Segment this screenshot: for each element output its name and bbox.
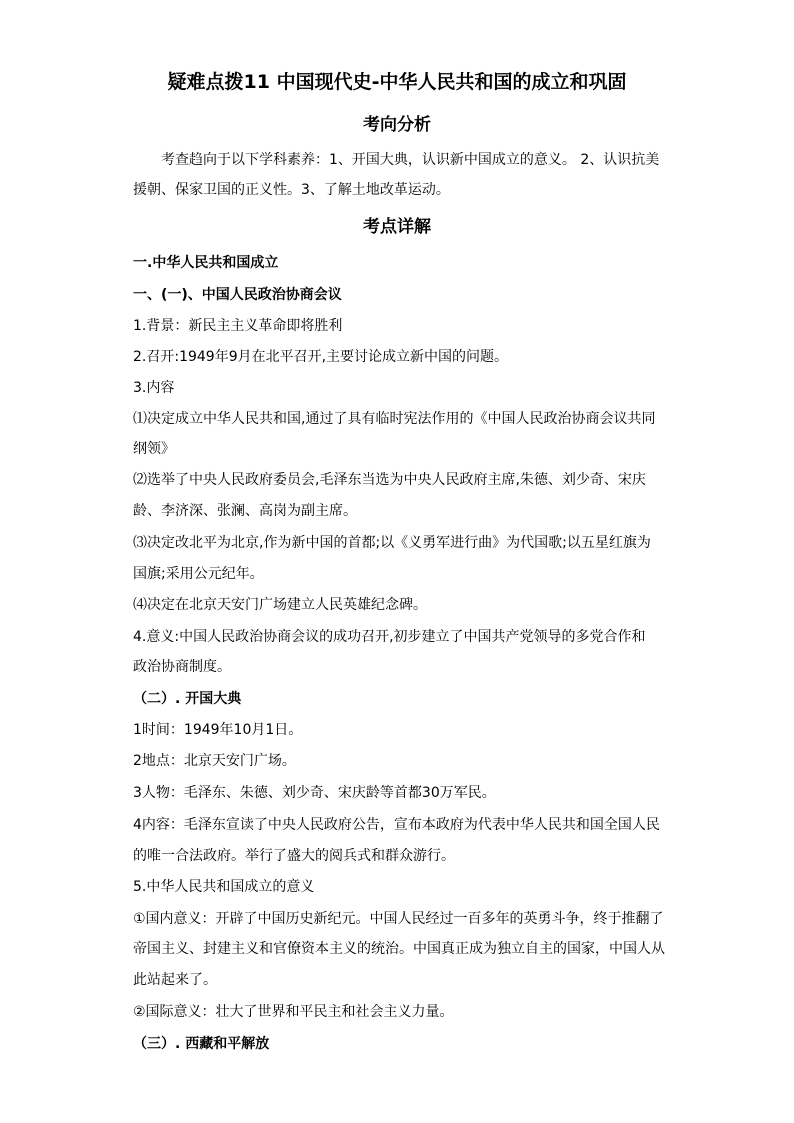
sub2-line: 4内容：毛泽东宣读了中央人民政府公告，宣布本政府为代表中华人民共和国全国人民 — [133, 817, 660, 833]
sub2-line: 此站起来了。 — [133, 972, 217, 988]
page-title: 疑难点拨11 中国现代史-中华人民共和国的成立和巩固 — [167, 71, 627, 93]
sub1-line: 3.内容 — [133, 380, 175, 396]
sub2-line: 帝国主义、封建主义和官僚资本主义的统治。中国真正成为独立自主的国家，中国人从 — [133, 941, 665, 957]
sub2-line: 2地点：北京天安门广场。 — [133, 753, 296, 769]
sub1-line: 龄、李济深、张澜、高岗为副主席。 — [133, 503, 357, 519]
sub2-line: 5.中华人民共和国成立的意义 — [133, 879, 315, 895]
details-heading: 考点详解 — [363, 217, 431, 237]
sub1-line: 1.背景：新民主主义革命即将胜利 — [133, 318, 343, 334]
analysis-line: 考查趋向于以下学科素养：1、开国大典，认识新中国成立的意义。 2、认识抗美 — [161, 152, 660, 168]
sub2-line: 3人物：毛泽东、朱德、刘少奇、宋庆龄等首都30万军民。 — [133, 785, 496, 801]
sub2-heading: （二）. 开国大典 — [133, 691, 242, 707]
sub2-line: ②国际意义：壮大了世界和平民主和社会主义力量。 — [133, 1004, 454, 1020]
sub1-line: 纲领》 — [133, 441, 175, 457]
part1-heading: 一.中华人民共和国成立 — [133, 255, 279, 271]
sub2-line: 的唯一合法政府。举行了盛大的阅兵式和群众游行。 — [133, 848, 455, 864]
sub1-line: ⑴决定成立中华人民共和国,通过了具有临时宪法作用的《中国人民政治协商会议共同 — [133, 411, 656, 427]
sub1-line: 4.意义:中国人民政治协商会议的成功召开,初步建立了中国共产党领导的多党合作和 — [133, 629, 646, 645]
sub2-line: 1时间：1949年10月1日。 — [133, 722, 303, 738]
analysis-line: 援朝、保家卫国的正义性。3、了解土地改革运动。 — [133, 182, 450, 198]
sub3-heading: （三）. 西藏和平解放 — [133, 1036, 270, 1052]
sub1-line: 2.召开:1949年9月在北平召开,主要讨论成立新中国的问题。 — [133, 349, 509, 365]
sub2-line: ①国内意义：开辟了中国历史新纪元。中国人民经过一百多年的英勇斗争，终于推翻了 — [133, 911, 664, 927]
sub1-line: ⑶决定改北平为北京,作为新中国的首都;以《义勇军进行曲》为代国歌;以五星红旗为 — [133, 535, 651, 551]
analysis-heading: 考向分析 — [363, 115, 431, 135]
sub1-line: ⑵选举了中央人民政府委员会,毛泽东当选为中央人民政府主席,朱德、刘少奇、宋庆 — [133, 472, 646, 488]
sub1-heading: 一、(一)、中国人民政治协商会议 — [133, 287, 342, 303]
sub1-line: 国旗;采用公元纪年。 — [133, 566, 264, 582]
sub1-line: ⑷决定在北京天安门广场建立人民英雄纪念碑。 — [133, 597, 427, 613]
sub1-line: 政治协商制度。 — [133, 659, 231, 675]
